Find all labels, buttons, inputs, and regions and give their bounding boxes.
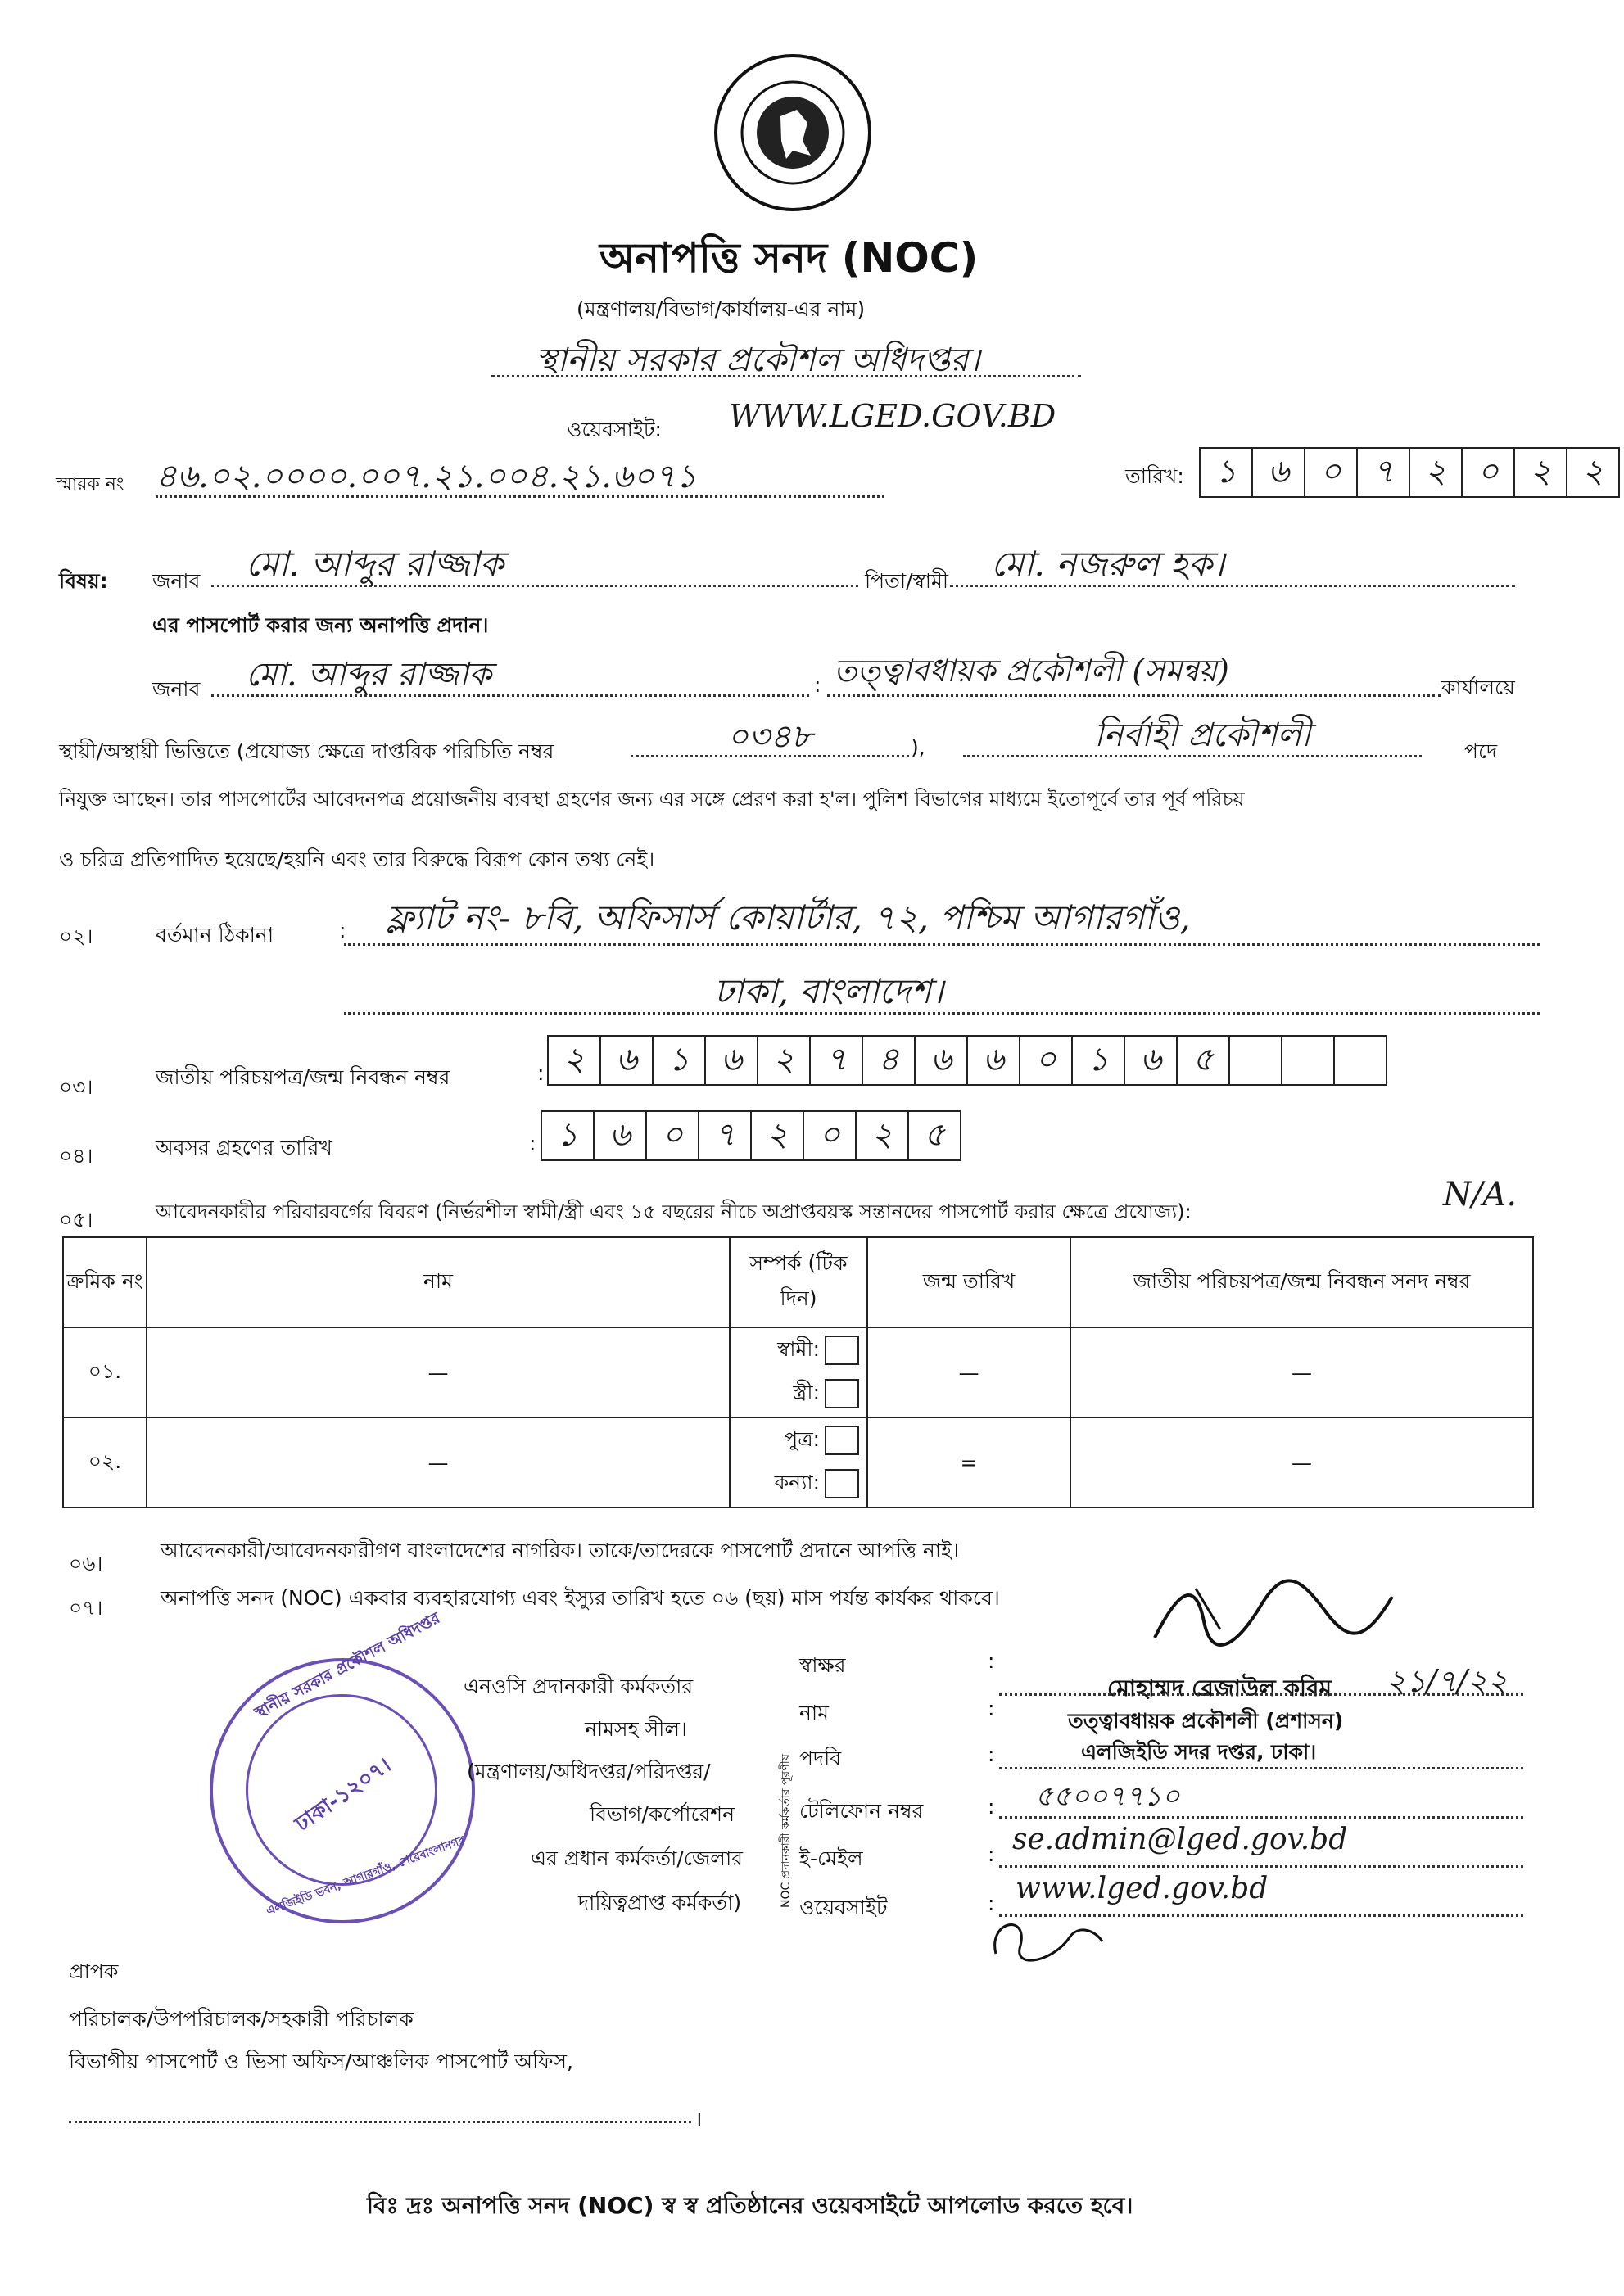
date-boxes [1199, 447, 1620, 498]
stamp-bottom-text: এলজিইডি ভবন, আগারগাঁও, শেরেবাংলানগর [265, 1833, 467, 1919]
body-mr-label: জনাব [152, 677, 201, 701]
signature-mark [1147, 1572, 1409, 1654]
relation-label: স্ত্রী: [793, 1381, 820, 1404]
relation-label: স্বামী: [777, 1337, 820, 1361]
officer-designation: তত্ত্বাবধায়ক প্রকৌশলী (প্রশাসন) [1068, 1709, 1344, 1733]
subject-label: বিষয়: [59, 569, 108, 593]
body-colon: : [814, 673, 821, 697]
issuer-vertical-note: NOC প্রদানকারী কর্মকর্তার পূরণীয় [780, 1754, 793, 1908]
memo-dotline [156, 495, 884, 498]
relation-label: কন্যা: [774, 1471, 820, 1494]
retire-digit: ৫ [924, 1115, 945, 1154]
nid-digit: ১ [1073, 1037, 1125, 1084]
address-dotline2 [344, 1012, 1540, 1015]
row-nid: — [1070, 1327, 1533, 1417]
address-line2: ঢাকা, বাংলাদেশ। [714, 971, 944, 1011]
item-02-colon: : [339, 919, 346, 942]
name-label: নাম [799, 1701, 830, 1724]
item-03-no: ০৩। [59, 1075, 93, 1099]
colon: : [988, 1795, 995, 1819]
page-title: অনাপত্তি সনদ (NOC) [599, 234, 979, 282]
applicant-dotline [211, 585, 858, 587]
website-label: ওয়েবসাইট: [567, 418, 662, 441]
nid-digit: ৬ [916, 1037, 968, 1084]
officer-name: মোহাম্মদ রেজাউল করিম [1107, 1675, 1332, 1702]
row-nid: — [1070, 1417, 1533, 1507]
government-emblem [711, 51, 875, 215]
website-value: WWW.LGED.GOV.BD [729, 398, 1056, 434]
colon: : [988, 1649, 995, 1673]
father-dotline [950, 585, 1515, 587]
retire-digit: ৭ [699, 1112, 752, 1159]
email-label: ই-মেইল [799, 1846, 863, 1870]
relation-checkbox[interactable] [825, 1469, 859, 1498]
issuer-desc-3: (মন্ত্রণালয়/অধিদপ্তর/পরিদপ্তর/ [467, 1760, 711, 1783]
table-row [63, 1417, 1533, 1507]
col-dob: জন্ম তারিখ [867, 1237, 1070, 1327]
designation: নির্বাহী প্রকৌশলী [1094, 716, 1311, 754]
subject-mr-label: জনাব [152, 569, 201, 593]
item-04-no: ০৪। [59, 1144, 93, 1168]
nid-digit [1230, 1037, 1282, 1084]
col-relation: সম্পর্ক (টিক দিন) [730, 1237, 867, 1327]
nid-digit: ৫ [1178, 1037, 1230, 1084]
retire-digit: ১ [542, 1112, 595, 1159]
designation-label: পদবি [799, 1747, 842, 1770]
memo-value: ৪৬.০২.০০০০.০০৭.২১.০০৪.২১.৬০৭১ [156, 458, 697, 495]
date-digit: ৭ [1358, 449, 1410, 496]
item-02-no: ০২। [59, 924, 93, 948]
item-03-label: জাতীয় পরিচয়পত্র/জন্ম নিবন্ধন নম্বর [156, 1065, 450, 1089]
official-id-dotline [631, 755, 909, 757]
signature-label: স্বাক্ষর [799, 1653, 846, 1677]
nid-digit: ৬ [968, 1037, 1020, 1084]
nid-digit: ১ [654, 1037, 706, 1084]
recipient-label: প্রাপক [69, 1959, 119, 1983]
name-dotline [999, 1693, 1523, 1696]
recipient-line1: পরিচালক/উপপরিচালক/সহকারী পরিচালক [69, 2007, 414, 2031]
official-id: ০৩৪৮ [727, 718, 812, 756]
colon: : [988, 1842, 995, 1866]
date-digit: ২ [1410, 449, 1463, 496]
colon: : [988, 1742, 995, 1766]
col-name: নাম [147, 1237, 730, 1327]
retire-digit: ২ [752, 1112, 804, 1159]
phone-value: ৫৫০০৭৭১০ [1035, 1780, 1180, 1813]
item-05-value: N/A. [1443, 1176, 1518, 1214]
item-05-label: আবেদনকারীর পরিবারবর্গের বিবরণ (নির্ভরশীল স্বামী/স্ত্রী এবং ১৫ বছরের নীচে অপ্রাপ্তবয়স্ক সন্তানদের পাসপোর্ট করার ক্ষেত্রে প্রযোজ্য): [156, 1200, 1192, 1223]
colon: : [988, 1697, 995, 1720]
basis-text: স্থায়ী/অস্থায়ী ভিত্তিতে (প্রযোজ্য ক্ষেত্রে দাপ্তরিক পরিচিতি নম্বর [59, 739, 554, 763]
nid-digit: ২ [549, 1037, 601, 1084]
phone-dotline [999, 1816, 1523, 1819]
footer-note: বিঃ দ্রঃ অনাপত্তি সনদ (NOC) স্ব স্ব প্রতিষ্ঠানের ওয়েবসাইটে আপলোড করতে হবে। [367, 2192, 1133, 2219]
retire-date-boxes [541, 1110, 961, 1161]
address-line1: ফ্ল্যাট নং- ৮বি, অফিসার্স কোয়ার্টার, ৭২, পশ্চিম আগারগাঁও, [387, 897, 1191, 938]
item-03-colon: : [537, 1061, 545, 1085]
retire-digit: ৬ [595, 1112, 647, 1159]
designation-suffix: পদে [1464, 739, 1498, 763]
colon: : [988, 1891, 995, 1915]
nid-digit [1282, 1037, 1335, 1084]
relation-checkbox[interactable] [825, 1426, 859, 1455]
relation-checkbox[interactable] [825, 1336, 859, 1365]
nid-digit: ৭ [811, 1037, 863, 1084]
email-dotline [999, 1865, 1523, 1868]
nid-boxes [547, 1035, 1387, 1086]
item-05-no: ০৫। [59, 1208, 93, 1232]
office-seal-stamp [210, 1609, 475, 1923]
nid-digit: ৬ [1125, 1037, 1178, 1084]
father-name: মো. নজরুল হক। [991, 544, 1225, 584]
item-07-text: অনাপত্তি সনদ (NOC) একবার ব্যবহারযোগ্য এবং ইস্যুর তারিখ হতে ০৬ (ছয়) মাস পর্যন্ত কার্যকর থাকবে। [161, 1586, 1000, 1610]
officer-office: এলজিইডি সদর দপ্তর, ঢাকা। [1081, 1740, 1317, 1764]
date-digit: ৬ [1253, 449, 1305, 496]
body-office-dotline [827, 694, 1441, 697]
row-serial: ০২. [63, 1417, 147, 1507]
body-line4: ও চরিত্র প্রতিপাদিত হয়েছে/হয়নি এবং তার বিরুদ্ধে বিরূপ কোন তথ্য নেই। [59, 847, 655, 871]
relation-checkbox[interactable] [825, 1379, 859, 1408]
memo-label: স্মারক নং [56, 474, 124, 495]
row-name: — [147, 1417, 730, 1507]
row-serial: ০১. [63, 1327, 147, 1417]
nid-digit: ৬ [601, 1037, 654, 1084]
website-field-value: www.lged.gov.bd [1016, 1872, 1269, 1905]
row-name: — [147, 1327, 730, 1417]
applicant-name: মো. আব্দুর রাজ্জাক [246, 544, 504, 584]
sign-date: ২১/৭/২২ [1386, 1663, 1509, 1699]
item-02-label: বর্তমান ঠিকানা [156, 923, 274, 947]
stamp-inner-text: ঢাকা-১২০৭। [291, 1752, 396, 1837]
body-name-dotline [211, 694, 809, 697]
item-06-text: আবেদনকারী/আবেদনকারীগণ বাংলাদেশের নাগরিক। তাকে/তাদেরকে পাসপোর্ট প্রদানে আপত্তি নাই। [161, 1539, 960, 1562]
date-digit: ২ [1581, 452, 1604, 490]
subject-purpose: এর পাসপোর্ট করার জন্য অনাপত্তি প্রদান। [152, 613, 489, 637]
family-table [62, 1236, 1534, 1508]
date-label: তারিখ: [1125, 464, 1184, 488]
row-dob: — [867, 1327, 1070, 1417]
nid-digit: ৬ [706, 1037, 758, 1084]
nid-digit: ০ [1020, 1037, 1073, 1084]
website-field-label: ওয়েবসাইট [799, 1896, 888, 1919]
retire-digit: ০ [647, 1112, 699, 1159]
item-04-colon: : [529, 1132, 536, 1155]
recipient-line3: । [694, 2107, 703, 2131]
issuer-desc-6: দায়িত্বপ্রাপ্ত কর্মকর্তা) [578, 1891, 742, 1914]
office-dotline [491, 375, 1081, 377]
email-value: se.admin@lged.gov.bd [1012, 1823, 1348, 1856]
body-line3: নিযুক্ত আছেন। তার পাসপোর্টের আবেদনপত্র প্রয়োজনীয় ব্যবস্থা গ্রহণের জন্য এর সঙ্গে প্রেরণ করা হ'ল। পুলিশ বিভাগের মাধ্যমে ইতোপূর্বে তার পূর্ব পরিচয় [59, 788, 1245, 811]
item-07-no: ০৭। [69, 1596, 103, 1620]
official-id-close: ), [911, 735, 925, 759]
date-digit: ১ [1201, 449, 1253, 496]
body-office-suffix: কার্যালয়ে [1441, 676, 1515, 699]
recipient-line2: বিভাগীয় পাসপোর্ট ও ভিসা অফিস/আঞ্চলিক পাসপোর্ট অফিস, [69, 2050, 573, 2073]
designation-dotline [999, 1767, 1523, 1769]
body-office: তত্ত্বাবধায়ক প্রকৌশলী (সমন্বয়) [834, 653, 1229, 689]
date-digit: ০ [1305, 449, 1358, 496]
col-serial: ক্রমিক নং [63, 1237, 147, 1327]
address-dotline1 [344, 943, 1540, 946]
retire-digit: ২ [857, 1112, 909, 1159]
initials-mark [979, 1905, 1111, 1978]
issuer-desc-1: এনওসি প্রদানকারী কর্মকর্তার [464, 1675, 694, 1698]
col-nid: জাতীয় পরিচয়পত্র/জন্ম নিবন্ধন সনদ নম্বর [1070, 1237, 1533, 1327]
father-label: পিতা/স্বামী [865, 569, 949, 593]
issuer-desc-2: নামসহ সীল। [585, 1717, 687, 1741]
nid-digit [1335, 1037, 1386, 1084]
recipient-dotline [69, 2121, 691, 2123]
retire-digit: ০ [804, 1112, 857, 1159]
row-dob: = [867, 1417, 1070, 1507]
row-relation [730, 1417, 867, 1507]
date-digit: ০ [1463, 449, 1515, 496]
table-row [63, 1327, 1533, 1417]
subtitle: (মন্ত্রণালয়/বিভাগ/কার্যালয়-এর নাম) [577, 297, 866, 321]
date-digit: ২ [1515, 449, 1567, 496]
designation-dotline [963, 755, 1422, 757]
stamp-outer-text: স্থানীয় সরকার প্রকৌশল অধিদপ্তর [251, 1609, 443, 1723]
body-name: মো. আব্দুর রাজ্জাক [246, 656, 492, 694]
item-06-no: ০৬। [69, 1552, 103, 1575]
nid-digit: ২ [758, 1037, 811, 1084]
office-name: স্থানীয় সরকার প্রকৌশল অধিদপ্তর। [536, 341, 980, 379]
row-relation [730, 1327, 867, 1417]
issuer-desc-5: এর প্রধান কর্মকর্তা/জেলার [531, 1846, 743, 1870]
issuer-desc-4: বিভাগ/কর্পোরেশন [590, 1802, 735, 1826]
item-04-label: অবসর গ্রহণের তারিখ [156, 1136, 332, 1159]
phone-label: টেলিফোন নম্বর [799, 1799, 924, 1823]
relation-label: পুত্র: [784, 1427, 820, 1451]
nid-digit: ৪ [863, 1037, 916, 1084]
